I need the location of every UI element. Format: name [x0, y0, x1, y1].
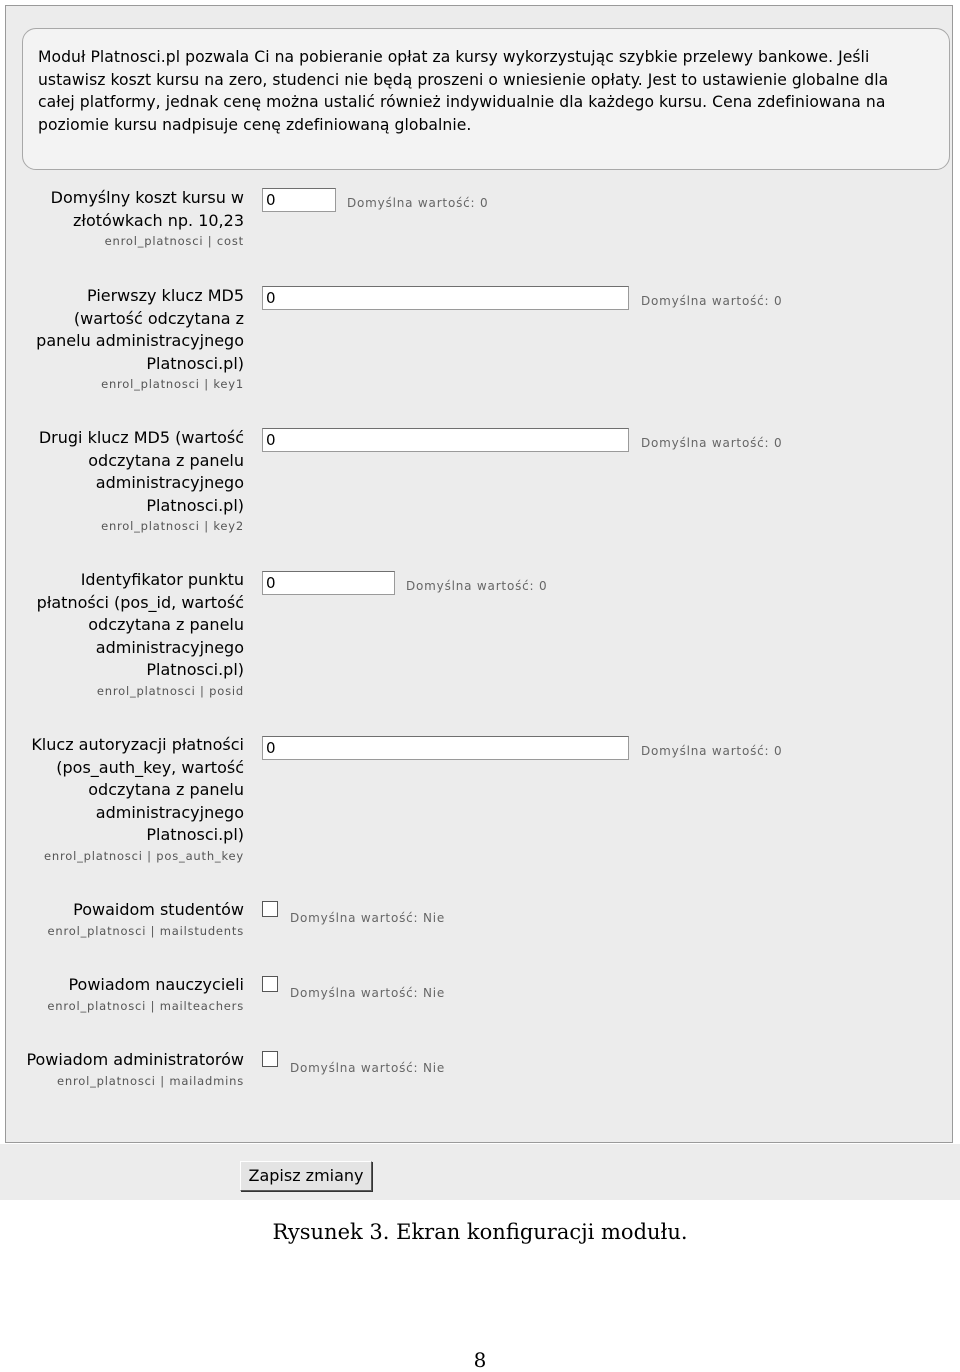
pos-auth-key-input[interactable] [262, 736, 629, 760]
setting-key: enrol_platnosci | key1 [101, 377, 244, 391]
default-value: Domyślna wartość: 0 [641, 436, 783, 450]
key2-input[interactable] [262, 428, 629, 452]
mailadmins-checkbox[interactable] [262, 1051, 278, 1067]
key1-input[interactable] [262, 286, 629, 310]
setting-key: enrol_platnosci | pos_auth_key [44, 848, 244, 863]
page-number: 8 [473, 1348, 487, 1372]
mailteachers-checkbox[interactable] [262, 976, 278, 992]
setting-key: enrol_platnosci | posid [96, 683, 244, 698]
setting-key: enrol_platnosci | mailstudents [47, 923, 244, 938]
cost-input[interactable] [262, 188, 336, 212]
settings-panel [5, 5, 953, 1143]
mailstudents-checkbox[interactable] [262, 901, 278, 917]
default-value: Domyślna wartość: 0 [406, 579, 548, 593]
figure-caption: Rysunek 3. Ekran konfiguracji modułu. [272, 1220, 688, 1244]
setting-label: Pierwszy klucz MD5 (wartość odczytana z panelu administracyjnego Platnosci.pl) enrol_platnosci | key1 [4, 285, 244, 392]
default-value: Domyślna wartość: Nie [290, 986, 446, 1000]
save-changes-button[interactable]: Zapisz zmiany [240, 1161, 372, 1191]
setting-key: enrol_platnosci | mailteachers [47, 998, 244, 1013]
setting-label: Drugi klucz MD5 (wartość odczytana z panelu administracyjnego Platnosci.pl) enrol_platnosci | key2 [4, 427, 244, 534]
default-value: Domyślna wartość: 0 [641, 294, 783, 308]
module-description: Moduł Platnosci.pl pozwala Ci na pobieranie opłat za kursy wykorzystując szybkie przelewy bankowe. Jeśli ustawisz koszt kursu na zero, studenci nie będą proszeni o wniesienie opłaty. Jest to ustawienie globalne dla całej platformy, jednak cenę można ustalić również indywidualnie dla każdego kursu. Cena zdefiniowana na poziomie kursu nadpisuje cenę zdefiniowaną globalnie. [22, 28, 950, 170]
default-value: Domyślna wartość: 0 [347, 196, 489, 210]
setting-label: Domyślny koszt kursu w złotówkach np. 10,23 enrol_platnosci | cost [4, 187, 244, 249]
default-value: Domyślna wartość: 0 [641, 744, 783, 758]
posid-input[interactable] [262, 571, 395, 595]
form-footer [0, 1144, 960, 1200]
setting-label: Klucz autoryzacji płatności (pos_auth_key, wartość odczytana z panelu administracyjnego Platnosci.pl) enrol_platnosci | pos_auth_key [4, 734, 244, 864]
setting-key: enrol_platnosci | key2 [101, 519, 244, 533]
setting-label: Powaidom studentów enrol_platnosci | mailstudents [4, 899, 244, 939]
setting-label: Powiadom administratorów enrol_platnosci | mailadmins [4, 1049, 244, 1089]
default-value: Domyślna wartość: Nie [290, 1061, 446, 1075]
setting-label: Powiadom nauczycieli enrol_platnosci | mailteachers [4, 974, 244, 1014]
default-value: Domyślna wartość: Nie [290, 911, 446, 925]
setting-key: enrol_platnosci | mailadmins [57, 1073, 244, 1088]
setting-key: enrol_platnosci | cost [104, 234, 244, 248]
setting-label: Identyfikator punktu płatności (pos_id, wartość odczytana z panelu administracyjnego Platnosci.pl) enrol_platnosci | posid [4, 569, 244, 699]
